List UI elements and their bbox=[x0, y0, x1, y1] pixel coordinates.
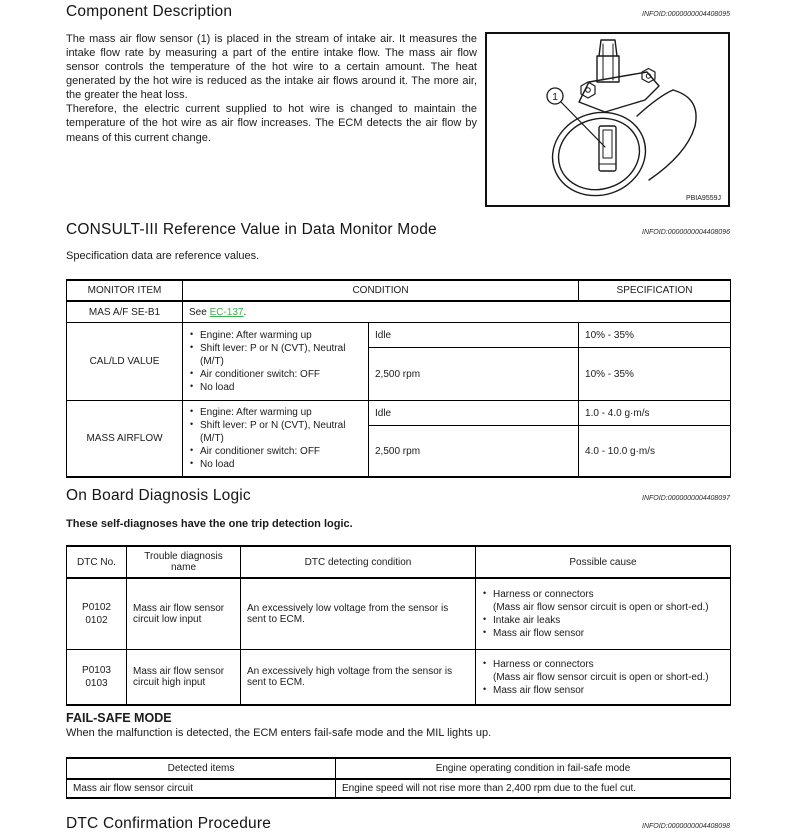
table-header-row bbox=[67, 280, 731, 301]
cell-spec: 10% - 35% bbox=[579, 323, 731, 348]
cell-detecting-condition: An excessively low voltage from the sensor is sent to ECM. bbox=[241, 578, 476, 650]
section-title-component: Component Description bbox=[66, 3, 233, 20]
table-row bbox=[67, 301, 731, 323]
section-header-dtc-confirmation bbox=[66, 815, 730, 833]
dtc-code: 0103 bbox=[85, 678, 108, 689]
section-header-component bbox=[66, 3, 730, 21]
cause-bullet: • Harness or connectors bbox=[482, 588, 724, 601]
column-header: DTC No. bbox=[67, 546, 127, 578]
fail-safe-heading: FAIL-SAFE MODE bbox=[66, 711, 172, 725]
cell-monitor-item: MAS A/F SE-B1 bbox=[67, 301, 183, 323]
table-row bbox=[67, 401, 731, 426]
cell-condition-bullets bbox=[183, 401, 369, 478]
fail-safe-table bbox=[66, 757, 731, 799]
cell-dtc-no bbox=[67, 578, 127, 650]
component-description-block bbox=[66, 32, 730, 207]
cell-trouble-name: Mass air flow sensor circuit high input bbox=[127, 650, 241, 706]
column-header: MONITOR ITEM bbox=[67, 280, 183, 301]
column-header: DTC detecting condition bbox=[241, 546, 476, 578]
condition-bullet: • No load bbox=[189, 381, 362, 394]
ec-137-link[interactable]: EC-137 bbox=[209, 306, 244, 318]
cell-possible-cause bbox=[476, 650, 731, 706]
figure-code: PBIA9559J bbox=[685, 195, 721, 202]
cell-detected-item: Mass air flow sensor circuit bbox=[67, 779, 336, 798]
column-header: Detected items bbox=[67, 758, 336, 779]
period-text: . bbox=[243, 306, 247, 318]
cause-note: (Mass air flow sensor circuit is open or short-ed.) bbox=[493, 671, 709, 683]
see-text: See bbox=[189, 306, 210, 318]
condition-bullet: • No load bbox=[189, 458, 362, 471]
section-header-onboard bbox=[66, 487, 730, 505]
column-header: Engine operating condition in fail-safe mode bbox=[336, 758, 731, 779]
condition-bullet: • Shift lever: P or N (CVT), Neutral (M/T) bbox=[189, 342, 362, 368]
condition-bullet: • Shift lever: P or N (CVT), Neutral (M/T) bbox=[189, 419, 362, 445]
section-title-consult: CONSULT-III Reference Value in Data Monitor Mode bbox=[66, 221, 437, 238]
infoid-consult: INFOID:0000000004408096 bbox=[642, 229, 730, 236]
table-row bbox=[67, 578, 731, 650]
infoid-component: INFOID:0000000004408095 bbox=[642, 11, 730, 18]
table-header-row bbox=[67, 758, 731, 779]
column-header: Trouble diagnosis name bbox=[127, 546, 241, 578]
cell-monitor-item: MASS AIRFLOW bbox=[67, 401, 183, 478]
condition-bullet: • Air conditioner switch: OFF bbox=[189, 368, 362, 381]
section-title-dtc-confirmation: DTC Confirmation Procedure bbox=[66, 815, 272, 832]
dtc-code: 0102 bbox=[85, 615, 108, 626]
paragraph: Therefore, the electric current supplied to hot wire is changed to maintain the temperature of the hot wire as air flow increases. The ECM detects the air flow by means of this current change. bbox=[66, 103, 477, 144]
infoid-dtc-confirmation: INFOID:0000000004408098 bbox=[642, 823, 730, 830]
reference-value-table bbox=[66, 279, 731, 478]
dtc-code: P0102 bbox=[82, 601, 111, 613]
table-header-row bbox=[67, 546, 731, 578]
cell-possible-cause bbox=[476, 578, 731, 650]
column-header: SPECIFICATION bbox=[579, 280, 731, 301]
cell-condition-bullets bbox=[183, 323, 369, 401]
dtc-code: P0103 bbox=[82, 664, 111, 676]
maf-sensor-figure bbox=[485, 32, 730, 207]
cell-condition bbox=[183, 301, 731, 323]
table-row bbox=[67, 650, 731, 706]
cell-state: Idle bbox=[369, 401, 579, 426]
table-row bbox=[67, 323, 731, 348]
cell-trouble-name: Mass air flow sensor circuit low input bbox=[127, 578, 241, 650]
cell-detecting-condition: An excessively high voltage from the sensor is sent to ECM. bbox=[241, 650, 476, 706]
cause-bullet: • Mass air flow sensor bbox=[482, 627, 724, 640]
section-header-consult bbox=[66, 221, 730, 239]
cause-bullet: • Harness or connectors bbox=[482, 658, 724, 671]
cell-state: 2,500 rpm bbox=[369, 426, 579, 478]
cell-spec: 1.0 - 4.0 g·m/s bbox=[579, 401, 731, 426]
cell-spec: 4.0 - 10.0 g·m/s bbox=[579, 426, 731, 478]
condition-bullet: • Engine: After warming up bbox=[189, 329, 362, 342]
fail-safe-text: When the malfunction is detected, the ECM enters fail-safe mode and the MIL lights up. bbox=[66, 727, 492, 739]
cell-state: 2,500 rpm bbox=[369, 348, 579, 401]
section-title-onboard: On Board Diagnosis Logic bbox=[66, 487, 251, 504]
cell-monitor-item: CAL/LD VALUE bbox=[67, 323, 183, 401]
condition-bullet: • Engine: After warming up bbox=[189, 406, 362, 419]
cause-note: (Mass air flow sensor circuit is open or short-ed.) bbox=[493, 602, 709, 613]
reference-note: Specification data are reference values. bbox=[66, 250, 260, 262]
table-row bbox=[67, 779, 731, 798]
cell-dtc-no bbox=[67, 650, 127, 706]
figure-callout-1: 1 bbox=[552, 91, 558, 103]
paragraph: The mass air flow sensor (1) is placed in the stream of intake air. It measures the intake flow rate by measuring a part of the entire intake flow. The mass air flow sensor controls the temperature of the hot wire to a certain amount. The heat generated by the hot wire is reduced as the intake air flows around it. The more air, the greater the heat loss. bbox=[66, 33, 477, 102]
cell-state: Idle bbox=[369, 323, 579, 348]
maf-sensor-diagram-icon bbox=[487, 34, 728, 205]
dtc-table bbox=[66, 545, 731, 706]
column-header: CONDITION bbox=[183, 280, 579, 301]
component-description-text bbox=[66, 32, 477, 207]
cause-bullet: • Intake air leaks bbox=[482, 614, 724, 627]
column-header: Possible cause bbox=[476, 546, 731, 578]
cause-bullet: • Mass air flow sensor bbox=[482, 684, 724, 697]
cell-failsafe-condition: Engine speed will not rise more than 2,400 rpm due to the fuel cut. bbox=[336, 779, 731, 798]
infoid-onboard: INFOID:0000000004408097 bbox=[642, 495, 730, 502]
condition-bullet: • Air conditioner switch: OFF bbox=[189, 445, 362, 458]
cell-spec: 10% - 35% bbox=[579, 348, 731, 401]
one-trip-note: These self-diagnoses have the one trip detection logic. bbox=[66, 518, 353, 530]
